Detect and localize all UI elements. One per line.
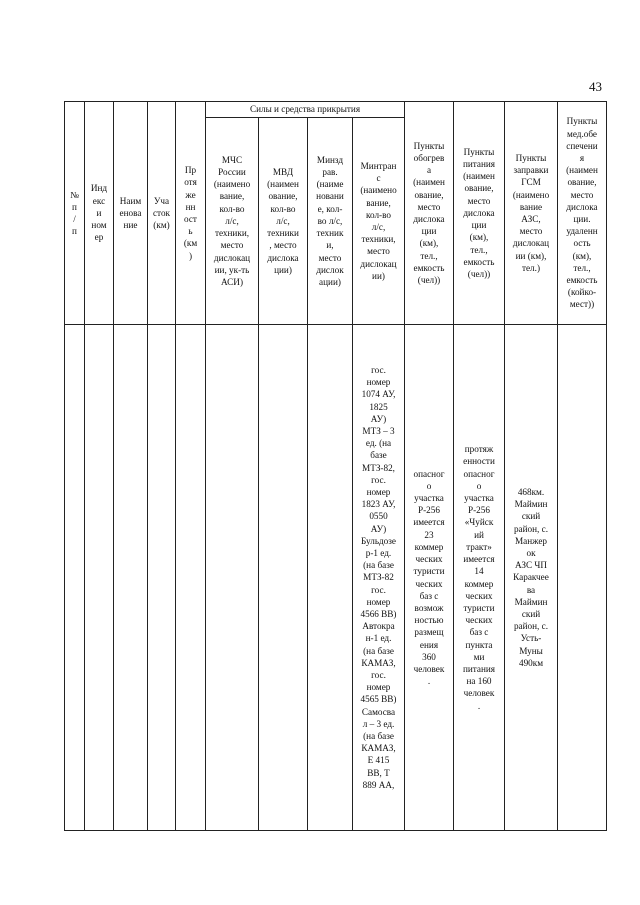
text-line: ий bbox=[474, 529, 484, 540]
text-line: р-1 ед. bbox=[365, 547, 392, 558]
text-line: (наимен bbox=[267, 179, 299, 190]
text-line: (км), bbox=[469, 232, 489, 243]
text-line: России bbox=[218, 167, 246, 178]
text-line: 1074 АУ, bbox=[361, 389, 396, 400]
text-line: 468км. bbox=[517, 486, 545, 497]
text-line: ии (км), bbox=[515, 250, 547, 261]
text-line: район, с. bbox=[513, 621, 549, 632]
text-line: АУ) bbox=[370, 523, 387, 534]
text-line: (наимен bbox=[566, 165, 598, 176]
text-line: н-1 ед. bbox=[365, 633, 392, 644]
text-line: ование, bbox=[567, 177, 597, 188]
text-line: рав. bbox=[322, 167, 338, 178]
text-line: Пр bbox=[184, 165, 197, 176]
col-number-header bbox=[65, 102, 85, 325]
text-line: Пункты bbox=[413, 140, 445, 151]
text-line: МТЗ-82, bbox=[362, 462, 395, 473]
text-line: человек bbox=[413, 663, 445, 674]
text-line: я bbox=[579, 152, 585, 163]
text-line: . bbox=[477, 700, 481, 711]
text-line: питания bbox=[462, 663, 496, 674]
text-line: дислокац bbox=[360, 258, 397, 269]
text-line: ции bbox=[471, 220, 487, 231]
text-line: Каракчее bbox=[513, 572, 549, 583]
text-line: АЗС, bbox=[521, 214, 541, 224]
text-line: 1823 АУ, bbox=[361, 499, 396, 510]
text-line: ование, bbox=[414, 189, 444, 200]
text-line: . bbox=[427, 676, 431, 687]
text-line: Манжер bbox=[514, 535, 548, 546]
cell-length bbox=[176, 325, 206, 831]
text-line: обогрев bbox=[413, 152, 445, 163]
text-line: ский bbox=[521, 511, 541, 522]
text-line: место bbox=[467, 195, 491, 206]
text-line: место bbox=[318, 252, 342, 263]
text-line: базе bbox=[370, 450, 387, 461]
text-line: тел., bbox=[420, 250, 438, 261]
text-line: (наимено bbox=[360, 185, 397, 196]
text-line: п bbox=[72, 201, 77, 212]
minzdrav-header bbox=[308, 118, 353, 325]
text-line: л/с, bbox=[276, 215, 290, 226]
medical-points-header bbox=[558, 102, 607, 325]
text-line: емкость bbox=[413, 262, 445, 273]
text-line: номер bbox=[366, 486, 391, 497]
table-row bbox=[65, 325, 607, 831]
text-line: дислокац bbox=[512, 238, 550, 249]
mintrans-header bbox=[353, 118, 405, 325]
text-line: и, bbox=[326, 240, 334, 251]
text-line: ции) bbox=[274, 264, 292, 275]
text-line: баз с bbox=[469, 627, 489, 638]
text-line: Р-256 bbox=[418, 505, 440, 516]
text-line: енова bbox=[119, 207, 142, 218]
text-line: 0550 bbox=[369, 511, 388, 522]
text-line: протяж bbox=[464, 444, 494, 455]
text-line: техник bbox=[316, 228, 344, 239]
col-length-header bbox=[176, 102, 206, 325]
cell-section bbox=[148, 325, 176, 831]
text-line: место bbox=[417, 201, 441, 212]
text-line: номер bbox=[366, 377, 391, 388]
text-line: размещ bbox=[414, 627, 444, 638]
text-line: туристи bbox=[463, 602, 495, 613]
text-line: (на базе bbox=[363, 560, 394, 571]
text-line: же bbox=[185, 189, 196, 200]
text-line: КАМАЗ, bbox=[361, 743, 396, 754]
page-number: 43 bbox=[589, 79, 602, 94]
text-line: 889 АА, bbox=[362, 779, 395, 790]
cell-heating bbox=[405, 325, 454, 831]
text-line: п bbox=[72, 226, 77, 237]
text-line: 23 bbox=[424, 529, 434, 540]
heating-points-header bbox=[405, 102, 454, 325]
text-line: АУ) bbox=[370, 413, 387, 424]
mvd-header bbox=[259, 118, 308, 325]
text-line: (км bbox=[183, 238, 198, 249]
text-line: Маймин bbox=[514, 596, 548, 607]
text-line: 1825 bbox=[369, 401, 388, 412]
text-line: коммер bbox=[414, 541, 444, 552]
col-index-header bbox=[85, 102, 114, 325]
text-line: ии, ук-ть bbox=[214, 264, 250, 275]
text-line: во л/с, bbox=[317, 215, 343, 226]
text-line: кол-во bbox=[366, 209, 391, 220]
text-line: , место bbox=[269, 240, 297, 251]
text-line: техники, bbox=[361, 234, 396, 245]
text-line: с bbox=[376, 173, 381, 184]
text-line: тел.) bbox=[521, 262, 541, 273]
cell-food bbox=[454, 325, 505, 831]
text-line: удаленн bbox=[566, 226, 598, 237]
text-line: АСИ) bbox=[221, 276, 243, 287]
text-line: емкость bbox=[566, 275, 598, 286]
text-line: имеется bbox=[413, 517, 445, 528]
text-line: ческих bbox=[415, 554, 443, 565]
text-line: и bbox=[96, 207, 102, 218]
text-line: Минтран bbox=[360, 160, 397, 171]
text-line: ок bbox=[526, 547, 536, 558]
text-line: 4565 ВВ) bbox=[360, 694, 397, 705]
text-line: тел., bbox=[470, 244, 488, 255]
text-line: ГСМ bbox=[521, 177, 541, 188]
text-line: екс bbox=[92, 195, 106, 206]
text-line: Самосва bbox=[361, 706, 396, 717]
header-row-top bbox=[65, 102, 607, 118]
text-line: вание bbox=[519, 201, 543, 212]
text-line: гос. bbox=[371, 364, 386, 375]
text-line: сток bbox=[152, 207, 171, 218]
text-line: (на базе bbox=[363, 731, 394, 742]
cell-mchs bbox=[206, 325, 259, 831]
text-line: 360 bbox=[422, 651, 436, 662]
text-line: гос. bbox=[371, 584, 386, 595]
text-line: техники, bbox=[214, 228, 250, 239]
text-line: ва bbox=[526, 584, 536, 595]
text-line: (наиме bbox=[316, 179, 344, 190]
text-line: новани bbox=[316, 191, 344, 202]
text-line: / bbox=[73, 214, 76, 224]
text-line: «Чуйск bbox=[464, 517, 494, 528]
text-line: баз с bbox=[419, 590, 439, 601]
text-line: ость bbox=[573, 238, 591, 249]
text-line: участка bbox=[464, 493, 494, 504]
text-line: (км) bbox=[153, 220, 170, 231]
text-line: л/с, bbox=[371, 222, 386, 232]
text-line: район, с. bbox=[513, 523, 549, 534]
text-line: КАМАЗ, bbox=[361, 657, 396, 668]
col-section-header bbox=[148, 102, 176, 325]
text-line: кол-во bbox=[219, 203, 245, 214]
text-line: место bbox=[220, 240, 244, 251]
cell-number bbox=[65, 325, 85, 831]
text-line: (наимен bbox=[463, 171, 495, 182]
text-line: дислока bbox=[566, 201, 598, 212]
text-line: участка bbox=[414, 493, 444, 504]
text-line: пункта bbox=[465, 639, 493, 650]
cover-forces-table bbox=[64, 101, 607, 831]
text-line: спечени bbox=[566, 140, 598, 151]
text-line: (наимено bbox=[512, 189, 550, 200]
text-line: мест)) bbox=[569, 299, 595, 310]
text-line: ед. (на bbox=[365, 438, 392, 449]
text-line: (чел)) bbox=[467, 268, 491, 279]
text-line: е, кол- bbox=[317, 203, 343, 214]
text-line: МТЗ-82 bbox=[363, 572, 394, 583]
cell-medical bbox=[558, 325, 607, 831]
text-line: ностью bbox=[414, 615, 444, 626]
text-line: Уча bbox=[153, 195, 170, 206]
text-line: 490км bbox=[518, 657, 544, 668]
text-line: дислока bbox=[413, 214, 445, 224]
text-line: Р-256 bbox=[468, 505, 490, 516]
text-line: Муны bbox=[519, 645, 543, 656]
text-line: ения bbox=[419, 639, 439, 650]
text-line: ации) bbox=[319, 276, 341, 287]
text-line: отя bbox=[184, 177, 197, 188]
text-line: вание, bbox=[366, 197, 391, 208]
text-line: 14 bbox=[474, 566, 484, 577]
text-line: на 160 bbox=[466, 676, 492, 687]
text-line: ии) bbox=[372, 270, 385, 281]
text-line: питания bbox=[462, 159, 496, 170]
text-line: тел., bbox=[573, 262, 591, 273]
text-line: о bbox=[426, 480, 432, 491]
text-line: ВВ, Т bbox=[367, 767, 390, 778]
text-line: МВД bbox=[272, 167, 294, 178]
fuel-points-header bbox=[505, 102, 558, 325]
cell-name bbox=[114, 325, 148, 831]
text-line: ер bbox=[94, 232, 104, 243]
text-line: емкость bbox=[463, 256, 495, 267]
cell-index bbox=[85, 325, 114, 831]
text-line: ь bbox=[188, 226, 193, 237]
mchs-header bbox=[206, 118, 259, 325]
text-line: Усть- bbox=[520, 633, 542, 644]
food-points-header bbox=[454, 102, 505, 325]
text-line: (чел)) bbox=[417, 275, 441, 286]
text-line: ции bbox=[421, 226, 437, 237]
text-line: дислока bbox=[463, 207, 495, 218]
text-line: ние bbox=[123, 220, 138, 231]
text-line: Маймин bbox=[514, 499, 548, 510]
text-line: ование, bbox=[464, 183, 494, 194]
text-line: человек bbox=[463, 688, 495, 699]
text-line: имеется bbox=[463, 554, 495, 565]
text-line: 4566 ВВ) bbox=[360, 609, 397, 619]
text-line: место bbox=[519, 226, 543, 237]
text-line: ческих bbox=[465, 615, 493, 626]
text-line: МТЗ – 3 bbox=[362, 425, 395, 436]
text-line: Пункты bbox=[463, 146, 495, 157]
text-line: МЧС bbox=[221, 154, 243, 165]
text-line: ческих bbox=[465, 590, 493, 601]
cell-fuel bbox=[505, 325, 558, 831]
text-line: вание, bbox=[219, 191, 245, 202]
cell-mvd bbox=[259, 325, 308, 831]
text-line: место bbox=[570, 189, 594, 200]
text-line: гос. bbox=[371, 474, 386, 485]
text-line: ост bbox=[184, 214, 197, 224]
text-line: техники bbox=[267, 228, 299, 239]
text-line: ский bbox=[521, 609, 541, 619]
text-line: возмож bbox=[414, 602, 444, 613]
text-line: Минзд bbox=[316, 154, 344, 165]
text-line: коммер bbox=[464, 578, 494, 589]
text-line: (км), bbox=[572, 250, 592, 261]
text-line: заправки bbox=[513, 165, 549, 176]
text-line: (койко- bbox=[567, 287, 597, 298]
text-line: номер bbox=[366, 596, 391, 607]
text-line: номер bbox=[366, 682, 391, 693]
cell-mintrans bbox=[353, 325, 405, 831]
text-line: (наимено bbox=[213, 179, 251, 190]
text-line: (км), bbox=[419, 238, 439, 249]
text-line: ции. bbox=[573, 214, 591, 224]
text-line: гос. bbox=[371, 670, 386, 681]
text-line: опасног bbox=[413, 468, 445, 479]
text-line: Инд bbox=[90, 183, 108, 194]
text-line: (наимен bbox=[413, 177, 445, 188]
text-line: о bbox=[476, 480, 482, 491]
text-line: дислок bbox=[316, 264, 344, 275]
text-line: дислокац bbox=[213, 252, 251, 263]
text-line: Автокра bbox=[362, 621, 395, 632]
text-line: нн bbox=[185, 201, 196, 212]
text-line: дислока bbox=[267, 252, 299, 263]
text-line: тракт» bbox=[466, 541, 492, 552]
text-line: л/с, bbox=[225, 215, 239, 226]
text-line: Бульдозе bbox=[361, 535, 396, 546]
text-line: ческих bbox=[415, 578, 443, 589]
text-line: ование, bbox=[268, 191, 298, 202]
text-line: опасног bbox=[463, 468, 495, 479]
text-line: АЗС ЧП bbox=[514, 560, 548, 571]
text-line: кол-во bbox=[270, 203, 296, 214]
text-line: ) bbox=[188, 250, 193, 261]
text-line: место bbox=[367, 246, 390, 257]
text-line: № bbox=[70, 189, 79, 200]
text-line: ном bbox=[91, 220, 107, 231]
text-line: а bbox=[426, 165, 432, 176]
text-line: Пункты bbox=[515, 152, 547, 163]
text-line: л – 3 ед. bbox=[362, 718, 395, 729]
text-line: (на базе bbox=[363, 645, 394, 656]
text-line: енности bbox=[463, 456, 495, 467]
text-line: туристи bbox=[413, 566, 445, 577]
col-name-header bbox=[114, 102, 148, 325]
cell-minzdrav bbox=[308, 325, 353, 831]
text-line: Наим bbox=[119, 195, 142, 206]
text-line: мед.обе bbox=[567, 128, 597, 139]
text-line: Е 415 bbox=[367, 755, 390, 766]
text-line: ми bbox=[473, 651, 485, 662]
text-line: Пункты bbox=[566, 116, 598, 127]
forces-group-header: Силы и средства прикрытия bbox=[206, 102, 405, 118]
